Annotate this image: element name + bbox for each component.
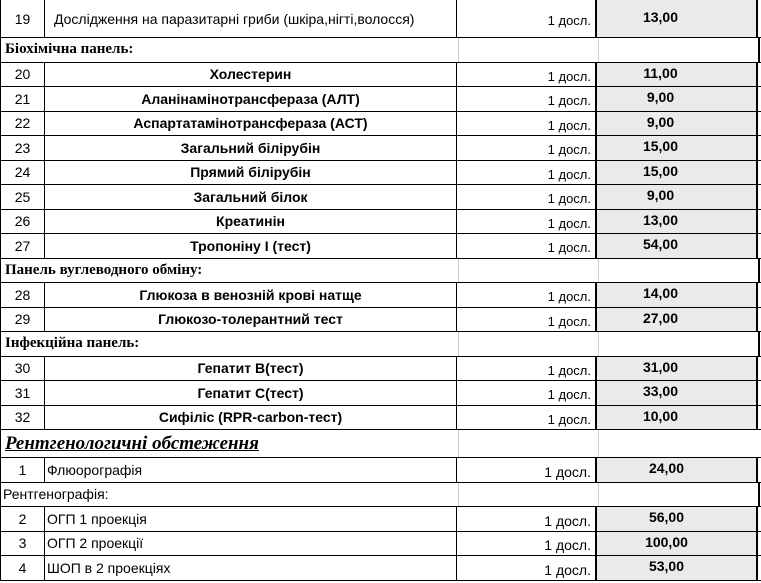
table-row xyxy=(0,458,761,483)
row-number: 23 xyxy=(0,136,45,160)
service-name: Глюкозо-толерантний тест xyxy=(45,308,457,332)
grid-line xyxy=(458,430,459,457)
row-number: 22 xyxy=(0,112,45,136)
unit-cell: 1 досл. xyxy=(457,507,597,531)
section-heading: Рентгенологичні обстеження xyxy=(5,432,259,454)
table-row xyxy=(0,381,761,406)
unit-cell: 1 досл. xyxy=(457,63,597,87)
service-name: ШОП в 2 проекціях xyxy=(45,556,457,580)
service-name: Аспартатамінотрансфераза (АСТ) xyxy=(45,112,457,136)
row-number: 31 xyxy=(0,381,45,405)
table-row xyxy=(0,556,761,581)
table-row xyxy=(0,0,761,38)
service-name: Загальний білірубін xyxy=(45,136,457,160)
row-number: 27 xyxy=(0,234,45,258)
table-row xyxy=(0,87,761,112)
grid-line xyxy=(458,38,459,62)
table-row xyxy=(0,406,761,431)
table-row xyxy=(0,332,761,357)
table-row xyxy=(0,357,761,382)
unit-cell: 1 досл. xyxy=(457,112,597,136)
service-name: Холестерин xyxy=(45,63,457,87)
grid-line xyxy=(758,38,760,62)
grid-line xyxy=(458,332,459,356)
unit-cell: 1 досл. xyxy=(457,0,597,37)
table-row xyxy=(0,532,761,557)
price-cell: 15,00 xyxy=(597,161,758,185)
unit-cell: 1 досл. xyxy=(457,234,597,258)
table-row xyxy=(0,161,761,186)
price-cell: 9,00 xyxy=(597,185,758,209)
service-name: Аланінамінотрансфераза (АЛТ) xyxy=(45,87,457,111)
price-cell: 27,00 xyxy=(597,308,758,332)
grid-line xyxy=(598,38,599,62)
service-name: Тропоніну І (тест) xyxy=(45,234,457,258)
row-number: 20 xyxy=(0,63,45,87)
row-number: 2 xyxy=(0,507,45,531)
row-number: 30 xyxy=(0,357,45,381)
unit-cell: 1 досл. xyxy=(457,458,597,482)
unit-cell: 1 досл. xyxy=(457,136,597,160)
unit-cell: 1 досл. xyxy=(457,210,597,234)
price-cell: 13,00 xyxy=(597,210,758,234)
grid-line xyxy=(758,332,760,356)
grid-line xyxy=(598,259,599,283)
service-name: Гепатит В(тест) xyxy=(45,357,457,381)
table-row xyxy=(0,234,761,259)
unit-cell: 1 досл. xyxy=(457,381,597,405)
row-number: 1 xyxy=(0,458,45,482)
unit-cell: 1 досл. xyxy=(457,357,597,381)
price-cell: 13,00 xyxy=(597,0,758,37)
price-cell: 31,00 xyxy=(597,357,758,381)
table-row xyxy=(0,507,761,532)
service-name: Креатинін xyxy=(45,210,457,234)
row-number: 19 xyxy=(0,0,45,37)
table-row xyxy=(0,259,761,284)
price-cell: 56,00 xyxy=(597,507,758,531)
table-row xyxy=(0,38,761,63)
table-row xyxy=(0,308,761,333)
unit-cell: 1 досл. xyxy=(457,185,597,209)
row-number: 24 xyxy=(0,161,45,185)
table-row xyxy=(0,112,761,137)
row-number: 4 xyxy=(0,556,45,580)
unit-cell: 1 досл. xyxy=(457,308,597,332)
row-number: 25 xyxy=(0,185,45,209)
price-cell: 24,00 xyxy=(597,458,758,482)
price-cell: 54,00 xyxy=(597,234,758,258)
section-title: Рентгенографія: xyxy=(3,486,109,503)
grid-line xyxy=(598,430,599,457)
price-cell: 33,00 xyxy=(597,381,758,405)
unit-cell: 1 досл. xyxy=(457,161,597,185)
table-row xyxy=(0,483,761,508)
table-row xyxy=(0,185,761,210)
table-row xyxy=(0,430,761,458)
unit-cell: 1 досл. xyxy=(457,87,597,111)
row-number: 28 xyxy=(0,283,45,307)
grid-line xyxy=(598,483,599,507)
section-title: Панель вуглеводного обміну: xyxy=(5,261,203,278)
price-cell: 10,00 xyxy=(597,406,758,430)
service-name: ОГП 1 проекція xyxy=(45,507,457,531)
grid-line xyxy=(758,483,760,507)
row-number: 21 xyxy=(0,87,45,111)
grid-line xyxy=(458,483,459,507)
price-cell: 9,00 xyxy=(597,87,758,111)
table-row xyxy=(0,63,761,88)
price-cell: 14,00 xyxy=(597,283,758,307)
table-row xyxy=(0,283,761,308)
service-name: Загальний білок xyxy=(45,185,457,209)
service-name: ОГП 2 проекції xyxy=(45,532,457,556)
service-name: Глюкоза в венозній крові натще xyxy=(45,283,457,307)
service-name: Прямий білірубін xyxy=(45,161,457,185)
row-number: 29 xyxy=(0,308,45,332)
section-title: Біохімічна панель: xyxy=(5,41,134,58)
unit-cell: 1 досл. xyxy=(457,532,597,556)
unit-cell: 1 досл. xyxy=(457,283,597,307)
unit-cell: 1 досл. xyxy=(457,556,597,580)
service-name: Дослідження на паразитарні гриби (шкіра,нігті,волосся) xyxy=(45,0,457,37)
price-cell: 100,00 xyxy=(597,532,758,556)
service-name: Сифіліс (RPR-carbon-тест) xyxy=(45,406,457,430)
price-cell: 9,00 xyxy=(597,112,758,136)
service-name: Гепатит С(тест) xyxy=(45,381,457,405)
grid-line xyxy=(458,259,459,283)
price-cell: 15,00 xyxy=(597,136,758,160)
grid-line xyxy=(598,332,599,356)
price-cell: 53,00 xyxy=(597,556,758,580)
price-cell: 11,00 xyxy=(597,63,758,87)
unit-cell: 1 досл. xyxy=(457,406,597,430)
row-number: 32 xyxy=(0,406,45,430)
section-title: Інфекційна панель: xyxy=(5,335,140,352)
row-number: 26 xyxy=(0,210,45,234)
row-number: 3 xyxy=(0,532,45,556)
grid-line xyxy=(758,259,760,283)
table-row xyxy=(0,210,761,235)
service-name: Флюорографія xyxy=(45,458,457,482)
table-row xyxy=(0,136,761,161)
